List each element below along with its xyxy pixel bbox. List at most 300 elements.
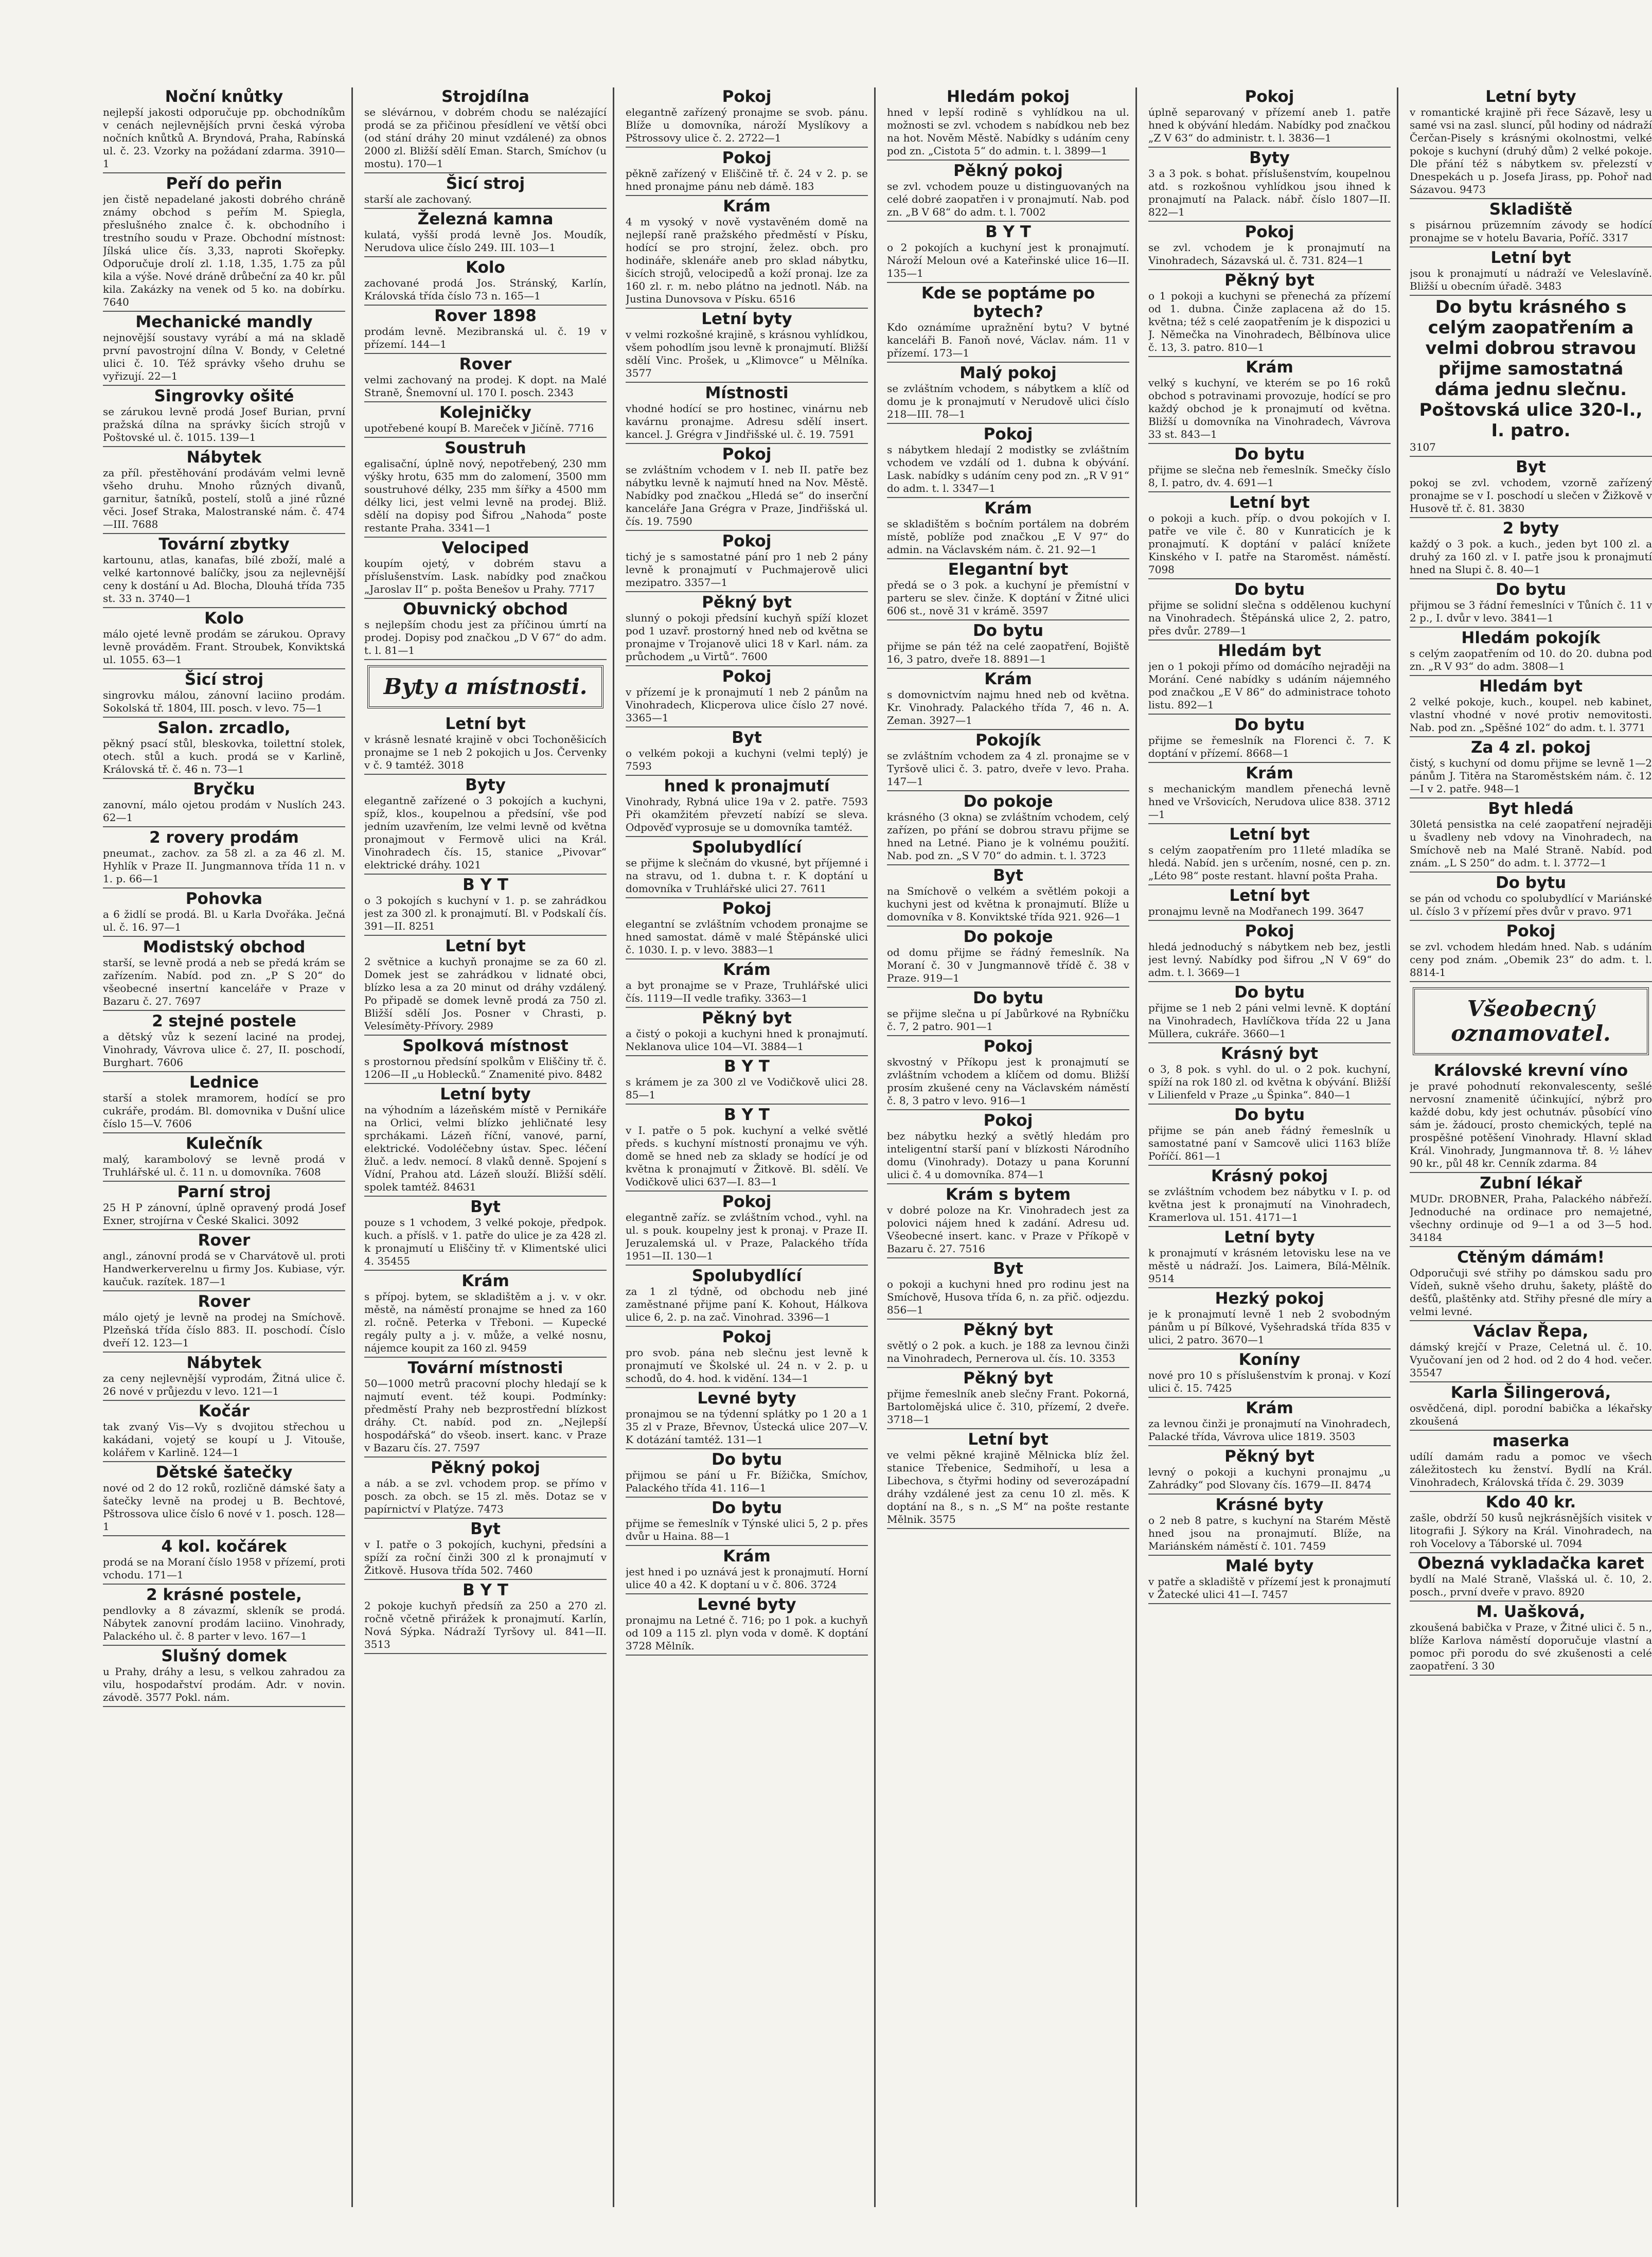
- ad-text: malý, karambolový se levně prodá v Truhlářské ul. č. 11 n. u domovníka. 7608: [103, 1153, 345, 1178]
- ad-heading: Obezná vykladačka karet: [1417, 1554, 1644, 1573]
- ad-heading: Byt: [993, 866, 1023, 885]
- ad-text: dámský krejčí v Praze, Celetná ul. č. 10. Vyučovaní jen od 2 hod. od 2 do 4 hod. večer. 35547: [1410, 1341, 1652, 1379]
- ad-heading: Pěkný byt: [702, 593, 792, 612]
- classified-ad: [103, 828, 345, 888]
- classified-ad: [1410, 458, 1652, 518]
- classified-ad: [364, 1198, 607, 1271]
- ad-heading: Hledám byt: [1479, 677, 1583, 696]
- ad-text: tichý je s samostatné pání pro 1 neb 2 pány levně k pronajmutí v Puchmajerově ulici mezipatro. 3357—1: [626, 550, 868, 589]
- ad-text: o pokoji a kuch. příp. o dvou pokojích v I. patře ve vile č. 80 v Kunraticích je k pronajmutí. K doptání v palácí knížete Kinského v I. patře na Staroměst. náměstí. 7098: [1148, 512, 1391, 576]
- ad-text: se zvl. vchodem je k pronajmutí na Vinohradech, Sázavská ul. č. 731. 824—1: [1148, 241, 1391, 266]
- ad-text: se pán od vchodu co spolubydlící v Mariánské ul. číslo 3 v přízemí přes dvůr v pravo. 971: [1410, 892, 1652, 917]
- classified-ad: [887, 1185, 1129, 1258]
- ad-heading: Krám: [1246, 764, 1293, 783]
- ad-heading: Spolubydlící: [691, 838, 802, 857]
- ad-heading: Nábytek: [186, 1354, 262, 1372]
- classified-ad: [364, 600, 607, 660]
- ad-heading: Letní byt: [1229, 886, 1310, 905]
- ad-text: prodá se na Moraní číslo 1958 v přízemí, proti vchodu. 171—1: [103, 1556, 345, 1581]
- ad-text: o 3 pokojích s kuchyní v 1. p. se zahrádkou jest za 300 zl. k pronajmutí. Bl. v Podskalí čís. 391—II. 8251: [364, 894, 607, 932]
- ad-heading: Singrovky ošité: [154, 387, 294, 405]
- ad-heading: 2 byty: [1502, 519, 1559, 538]
- ad-text: o 2 neb 8 patre, s kuchyní na Starém Městě hned jsou na pronajmutí. Blíže, na Mariánském náměstí č. 101. 7459: [1148, 1514, 1391, 1552]
- classified-ad: [103, 1292, 345, 1353]
- ad-heading: Soustruh: [445, 439, 526, 457]
- classified-ad: [1148, 1289, 1391, 1349]
- classified-ad: [1410, 738, 1652, 798]
- classified-ad: [1410, 580, 1652, 628]
- classified-ad: [626, 777, 868, 837]
- ad-heading: Do bytu: [972, 621, 1044, 640]
- classified-ad: [626, 384, 868, 444]
- ad-heading: Do bytu: [972, 989, 1044, 1007]
- classified-ad: [887, 1037, 1129, 1110]
- classified-ad: [103, 1012, 345, 1072]
- ad-heading: Koníny: [1238, 1350, 1301, 1369]
- ad-heading: Do bytu: [711, 1499, 783, 1517]
- classified-ad: [626, 149, 868, 196]
- classified-ad: [103, 87, 345, 173]
- ad-text: pronajmu na Letné č. 716; po 1 pok. a kuchyň od 109 a 115 zl. plyn voda v domě. K doptání 3728 Mělník.: [626, 1614, 868, 1652]
- ad-heading: Pokoj: [722, 149, 772, 167]
- ad-text: se přijme slečna u pí Jabůrkové na Rybníčku č. 7, 2 patro. 901—1: [887, 1007, 1129, 1033]
- classified-ad: [364, 1037, 607, 1084]
- ad-text: s domovnictvím najmu hned neb od května. Kr. Vinohrady. Palackého třída 7, 46 n. A. Zeman. 3927—1: [887, 688, 1129, 726]
- ad-heading: Pěkný byt: [1224, 271, 1315, 290]
- ad-heading: Mechanické mandly: [135, 313, 313, 331]
- classified-ad: [626, 1595, 868, 1656]
- ad-text: 4 m vysoký v nově vystavěném domě na nejlepší raně pražského předměstí v Písku, hodící se pro strojní, želez. obch. pro hodináře, sklenáře aneb pro sklad nábytku, šicích strojů, velocipedů a koží pronaj. lze za 160 zl. r. m. nebo plátno na jednotl. Náb. na Justina Dunovsova v Písku. 6516: [626, 216, 868, 305]
- ad-text: pěkně zařízený v Eliščině tř. č. 24 v 2. p. se hned pronajme pánu neb dámě. 183: [626, 167, 868, 192]
- ad-text: bydlí na Malé Straně, Vlašská ul. č. 10, 2. posch., první dveře v pravo. 8920: [1410, 1573, 1652, 1598]
- ad-text: se zvláštním vchodem za 4 zl. pronajme se v Tyršově ulici č. 3. patro, dveře v levo. Praha. 147—1: [887, 750, 1129, 788]
- classified-ad: [887, 792, 1129, 865]
- ad-text: přijmou se 3 řádní řemeslníci v Tůních č. 11 v 2 p., I. dvůr v levo. 3841—1: [1410, 599, 1652, 624]
- column-4: [887, 87, 1137, 2207]
- classified-ad: [1410, 1174, 1652, 1247]
- ad-heading: Pěkný pokoj: [431, 1459, 540, 1477]
- classified-ad: [626, 961, 868, 1008]
- classified-ad: [1148, 87, 1391, 148]
- column-6: [1410, 87, 1652, 2207]
- ad-text: a dětský vůz k sezení laciné na prodej, Vinohrady, Vávrova ulice č. 27, II. poschodí, Burghart. 7606: [103, 1030, 345, 1069]
- classified-ad: [1410, 1061, 1652, 1173]
- ad-text: 2 pokoje kuchyň předsíň za 250 a 270 zl. ročně včetně přirážek k pronajmutí. Karlín, Nová Sýpka. Nádraží Tyršovy ul. 841—II. 3513: [364, 1600, 607, 1650]
- classified-ad: [1148, 1447, 1391, 1495]
- classified-ad: [1148, 1399, 1391, 1446]
- ad-text: na Smíchově o velkém a světlém pokoji a kuchyni jest od května k pronajmutí. Blíže u domovníka v 8. Konviktské třída 921. 926—1: [887, 885, 1129, 923]
- ad-heading: Do pokoje: [963, 792, 1053, 811]
- ad-text: skvostný v Příkopu jest k pronajmutí se zvláštním vchodem a klíčem od domu. Bližší prosím zkušené ceny na Václavském náměstí č. 8, 3 patro v levo. 916—1: [887, 1056, 1129, 1107]
- ad-heading: B Y T: [985, 223, 1031, 241]
- classified-ad: [887, 989, 1129, 1036]
- ad-heading: Krásné byty: [1215, 1496, 1324, 1514]
- ad-text: jen čistě nepadelané jakosti dobrého chráně známy obchod s peřím M. Spiegla, přeslušného znalce č. k. obchodního i trestního soudu v Praze. Obchodní místnost: Jílská ulice čís. 3,33, naproti Skořepky. Odporučuje drolí zl. 1.18, 1.35, 1.75 za půl kila a výše. Nové dráně drůbeční za 40 kr. půl kila. Zakázky na venek od 5 ko. na dobírku. 7640: [103, 193, 345, 308]
- ad-heading: 2 stejné postele: [152, 1012, 296, 1030]
- ad-heading: Byt: [470, 1520, 501, 1538]
- ad-heading: Levné byty: [697, 1595, 796, 1614]
- classified-ad: [626, 197, 868, 309]
- classified-ad: [103, 313, 345, 386]
- classified-ad: [1410, 629, 1652, 676]
- ad-text: se zvl. vchodem hledám hned. Nab. s udáním ceny pod znám. „Obemik 23“ do adm. t. l. 8814-1: [1410, 940, 1652, 979]
- ad-heading: Do bytu: [1495, 874, 1567, 892]
- ad-text: Kdo oznámíme upražnění bytu? V bytné kanceláři B. Fanoň nové, Václav. nám. 11 v přízemí. 173—1: [887, 321, 1129, 359]
- ad-heading: Pokoj: [722, 445, 772, 464]
- classified-ad: [626, 1450, 868, 1498]
- classified-ad: [1148, 825, 1391, 885]
- classified-ad: [887, 621, 1129, 669]
- classified-ad: [1410, 1248, 1652, 1321]
- ad-heading: B Y T: [463, 876, 508, 894]
- classified-ad: [364, 258, 607, 306]
- ad-text: levný o pokoji a kuchyni pronajmu „u Zahrádky“ pod Slovany čís. 1679—II. 8474: [1148, 1466, 1391, 1491]
- ad-text: krásného (3 okna) se zvláštním vchodem, celý zařízen, po přání se dobrou stravu přijme se hned na Letné. Piano je k volnému použití. Nab. pod zn. „S V 70“ do admin. t. l. 3723: [887, 811, 1129, 862]
- ad-text: 3 a 3 pok. s bohat. příslušenstvím, koupelnou atd. s rozkošnou vyhlídkou jsou ihned k pronajmutí na Palack. nábř. číslo 1807—II. 822—1: [1148, 167, 1391, 218]
- classified-ad: [887, 928, 1129, 988]
- ad-heading: Nábytek: [186, 448, 262, 467]
- classified-ad: [626, 1267, 868, 1327]
- ad-text: velký s kuchyní, ve kterém se po 16 roků obchod s potravinami provozuje, hodící se pro každý obchod je k pronajmutí od května. Bližší u domovníka na Vinohradech, Vávrova 33 st. 843—1: [1148, 377, 1391, 440]
- ad-text: nejlepší jakosti odporučuje pp. obchodníkům v cenách nejlevnějších prvni česká výroba nočních knůtků A. Bryndová, Praha, Rabínská ul. č. 23. Vzorky na požádaní zdarma. 3910—1: [103, 106, 345, 170]
- classified-ad: [887, 560, 1129, 620]
- classified-ad: [1148, 271, 1391, 357]
- ad-text: zašle, obdrží 50 kusů nejkrásnějších visitek v litografii J. Sýkory na Král. Vinohradech, na roh Vocelovy a Táborské ul. 7094: [1410, 1512, 1652, 1550]
- ad-text: 25 H P zánovní, úplně opravený prodá Josef Exner, strojírna v České Skalici. 3092: [103, 1201, 345, 1227]
- ad-heading: Hledám pokojík: [1461, 629, 1601, 647]
- ad-text: upotřebené koupí B. Mareček v Jičíně. 7716: [364, 422, 594, 434]
- ad-heading: Pokoj: [983, 425, 1033, 443]
- ad-heading: Kde se poptáme po bytech?: [921, 284, 1095, 321]
- ad-heading: Levné byty: [697, 1389, 796, 1408]
- classified-ad: [103, 387, 345, 447]
- ad-heading: Letní byt: [1229, 825, 1310, 844]
- ad-heading: Do bytu: [1234, 1106, 1305, 1124]
- ad-text: starší a stolek mramorem, hodící se pro cukráře, prodám. Bl. domovnika v Dušní ulice číslo 15—V. 7606: [103, 1092, 345, 1130]
- ad-text: o 2 pokojích a kuchyní jest k pronajmutí. Nároží Meloun ové a Kateřinské ulice 16—II. 135—1: [887, 241, 1129, 279]
- ad-text: nejnovější soustavy vyrábí a má na skladě první pavostrojní dílna V. Bondy, v Celetné ulici č. 10. Též správky všeho druhu se vyřizují. 22—1: [103, 331, 345, 382]
- classified-ad: [626, 728, 868, 776]
- ad-heading: Kulečník: [186, 1134, 262, 1153]
- ad-heading: Pokoj: [983, 1111, 1033, 1130]
- ad-heading: Obuvnický obchod: [403, 600, 568, 618]
- ad-heading: maserka: [1492, 1432, 1570, 1450]
- classified-ad: [103, 1463, 345, 1536]
- classified-ad: [1410, 1432, 1652, 1492]
- ad-heading: Pohovka: [185, 890, 263, 908]
- ad-heading: Salon. zrcadlo,: [157, 719, 291, 737]
- classified-ad: [626, 1328, 868, 1388]
- ad-heading: Pokoj: [1245, 922, 1294, 940]
- ad-text: pěkný psací stůl, bleskovka, toilettní stolek, otech. stůl a kuch. prodá se v Karlině, Královská tř. č. 46 n. 73—1: [103, 737, 345, 775]
- classified-ad: [626, 87, 868, 148]
- ad-text: MUDr. DROBNER, Praha, Palackého nábřeží. Jednoduché na ordinace pro nemajetné, všechny ordinuje od 9—1 a od 3—5 hod. 34184: [1410, 1193, 1652, 1243]
- classified-ad: [1148, 1228, 1391, 1288]
- ad-text: osvědčená, dipl. porodní babička a lékařsky zkoušená: [1410, 1402, 1652, 1427]
- ad-heading: Letní byty: [1485, 87, 1576, 106]
- ad-text: s celým zaopatřením od 10. do 20. dubna pod zn. „R V 93“ do adm. 3808—1: [1410, 647, 1652, 672]
- classified-ad: [1148, 493, 1391, 579]
- ad-heading: Byt: [1516, 458, 1546, 476]
- classified-ad: [1148, 922, 1391, 982]
- ad-heading: Pokoj: [722, 87, 772, 106]
- ad-text: se zárukou levně prodá Josef Burian, první pražská dílna na správky šicích strojů v Poštovské ul. č. 1015. 139—1: [103, 405, 345, 443]
- classified-ad: [887, 866, 1129, 927]
- classified-ad: [1148, 580, 1391, 641]
- ad-heading: Pokoj: [722, 899, 772, 918]
- ad-text: elegantní se zvláštním vchodem pronajme se hned samostat. dámě v malé Štěpánské ulici č. 1030. I. p. v levo. 3883—1: [626, 918, 868, 956]
- ad-heading: Byt: [993, 1259, 1023, 1278]
- classified-ad: [1410, 1554, 1652, 1602]
- ad-text: přijme se 1 neb 2 páni velmi levně. K doptání na Vinohradech, Havlíčkova třída 22 u Jana Müllera, cukráře. 3660—1: [1148, 1002, 1391, 1040]
- ad-text: přijme se solidní slečna s oddělenou kuchyní na Vinohradech. Štěpánská ulice 2, 2. patro, přes dvůr. 2789—1: [1148, 599, 1391, 637]
- ad-heading: Krásný byt: [1221, 1044, 1318, 1063]
- ad-text: udílí damám radu a pomoc ve všech záležitostech ku ženství. Bydlí na Král. Vinohradech, Královská třída č. 29. 3039: [1410, 1450, 1652, 1488]
- ad-heading: Pokoj: [722, 667, 772, 686]
- classified-ad: [1410, 519, 1652, 579]
- classified-ad: [364, 539, 607, 599]
- ad-heading: Za 4 zl. pokoj: [1471, 738, 1591, 757]
- ad-text: ve velmi pěkné krajině Mělnicka blíz žel. stanice Třebenice, Sedmihoří, u lesa a Libechova, s čtyřmi hodiny od severozápadní dráhy vzdálené jest za cenu 10 zl. měs. K doptání na 8., s n. „S M“ na pošte restante Mělnik. 3575: [887, 1449, 1129, 1525]
- ad-text: s nábytkem hledají 2 modistky se zvláštním vchodem ve vzdálí od 1. dubna k obývání. Lask. nabídky s udáním ceny pod zn. „R V 91“ do adm. t. l. 3347—1: [887, 443, 1129, 494]
- ad-heading: Do bytu: [1234, 716, 1305, 734]
- classified-ad: [887, 1321, 1129, 1368]
- classified-ad: [364, 355, 607, 402]
- ad-text: elegantně zařízené o 3 pokojích a kuchyni, spíž, klos., koupelnou a předsíní, vše pod jedním uzavřením, lze velmi levně od května pronajmout v Fermově ulici na Král. Vinohradech čís. 15, stanice „Pivovar“ elektrické dráhy. 1021: [364, 794, 607, 871]
- ad-text: pendlovky a 8 závazmí, skleník se prodá. Nábytek zanovní prodám laciino. Vinohrady, Palackého ul. č. 8 parter v levo. 167—1: [103, 1604, 345, 1642]
- ad-heading: Pokojík: [975, 731, 1041, 750]
- classified-ad: [1148, 764, 1391, 824]
- ad-heading: Kolejničky: [439, 403, 531, 422]
- ad-heading: Kdo 40 kr.: [1485, 1493, 1576, 1512]
- classified-ad: [626, 445, 868, 531]
- ad-text: v krásně lesnaté krajině v obci Tochoněšicích pronajme se 1 neb 2 pokojich u Jos. Červenky v č. 9 tamtéž. 3018: [364, 733, 607, 771]
- classified-ad: [103, 719, 345, 779]
- ad-text: starší, se levně prodá a neb se předá krám se zařízením. Nabíd. pod zn. „P S 20“ do všeobecné insertní kanceláře v Praze v Bazaru č. 27. 7697: [103, 956, 345, 1007]
- ad-heading: Železná kamna: [417, 210, 554, 228]
- classified-ad: [103, 670, 345, 718]
- classified-ad: [1410, 200, 1652, 247]
- classified-ad: [626, 1193, 868, 1266]
- ad-heading: Václav Řepa,: [1473, 1322, 1589, 1341]
- classified-ad: [626, 1106, 868, 1192]
- classified-ad: [887, 499, 1129, 559]
- ad-heading: Byt hledá: [1488, 799, 1574, 818]
- ad-heading: 2 rovery prodám: [149, 828, 299, 847]
- ad-heading: Pěkný byt: [1224, 1447, 1315, 1466]
- ad-text: přijme se slečna neb řemeslník. Smečky číslo 8, I. patro, dv. 4. 691—1: [1148, 464, 1391, 489]
- ad-heading: Letní byty: [701, 310, 792, 328]
- classified-ad: [103, 535, 345, 608]
- ad-text: a náb. a se zvl. vchodem prop. se přímo v posch. za obch. se 15 zl. měs. Dotaz se v papírnictví v Platýze. 7473: [364, 1477, 607, 1515]
- classified-ad: [1148, 1167, 1391, 1227]
- classified-ad: [1148, 1106, 1391, 1166]
- classified-ad: [626, 1009, 868, 1056]
- classified-ad: [103, 1586, 345, 1646]
- ad-heading: Pěkný byt: [963, 1321, 1053, 1339]
- ad-heading: Královské krevní víno: [1433, 1061, 1628, 1080]
- classified-ad: [364, 876, 607, 936]
- classified-ad: [364, 937, 607, 1036]
- ad-text: hledá jednoduchý s nábytkem neb bez, jestli jest levný. Nabídky pod šifrou „N V 69“ do adm. t. l. 3669—1: [1148, 940, 1391, 979]
- ad-text: velmi zachovaný na prodej. K dopt. na Malé Straně, Šnemovní ul. 170 I. posch. 2343: [364, 374, 607, 399]
- ad-text: se zvláštním vchodem bez nábytku v I. p. od května jest k pronajmutí na Vinohradech, Kramerlova ul. 151. 4171—1: [1148, 1185, 1391, 1223]
- ad-text: elegantně zařízený pronajme se svob. pánu. Blíže u domovníka, nároží Myslíkovy a Pštrossovy ulice č. 2. 2722—1: [626, 106, 868, 144]
- ad-heading: Do bytu: [711, 1450, 783, 1469]
- column-3: [626, 87, 876, 2207]
- ad-text: zachované prodá Jos. Stránský, Karlín, Královská třída číslo 73 n. 165—1: [364, 277, 607, 302]
- ad-text: a byt pronajme se v Praze, Truhlářské ulici čís. 1119—II vedle trafiky. 3363—1: [626, 979, 868, 1004]
- ad-text: se zvl. vchodem pouze u distinguovaných na celé dobré zaopatřen i v pronajmutí. Nab. pod zn. „B V 68“ do adm. t. l. 7002: [887, 180, 1129, 218]
- ad-heading: Letní byt: [1490, 248, 1571, 267]
- classified-ad: [103, 174, 345, 312]
- classified-ad: [1148, 886, 1391, 921]
- classified-ad: [887, 670, 1129, 730]
- ad-text: o 1 pokoji a kuchyni se přenechá za přízemí od 1. dubna. Činže zaplacena až do 15. května; též s celé zaopatřením je k dispozici u J. Němečka na Vinohradech, Bělbínova ulice č. 13, 3. patro. 810—1: [1148, 290, 1391, 353]
- ad-heading: Krám: [461, 1272, 509, 1290]
- ad-text: 2 světnice a kuchyň pronajme se za 60 zl. Domek jest se zahrádkou v lidnaté obci, blízko lesa a za 20 minut od dráhy vzdálený. Po připadě se domek levně prodá za 750 zl. Bližší sdělí Jos. Posner v Chrasti, p. Velesíměty-Přívory. 2989: [364, 955, 607, 1032]
- classified-ad: [1148, 1496, 1391, 1556]
- ad-text: v velmi rozkošné krajině, s krásnou vyhlídkou, všem pohodlím jsou levně k pronajmutí. Bližší sdělí Vinc. Prošek, u „Klimovce“ u Mělníka. 3577: [626, 328, 868, 379]
- classified-ad: [103, 1134, 345, 1182]
- ad-text: přijme se pán aneb řádný řemeslník u samostatné paní v Samcově ulici 1163 blíže Poříčí. 861—1: [1148, 1124, 1391, 1162]
- ad-text: prodám levně. Mezibranská ul. č. 19 v přízemí. 144—1: [364, 325, 607, 350]
- classified-ad: [626, 1547, 868, 1594]
- ad-text: o velkém pokoji a kuchyni (velmi teplý) je 7593: [626, 747, 868, 772]
- ad-text: pronajmu levně na Modřanech 199. 3647: [1148, 905, 1364, 917]
- classified-ad: [1410, 1603, 1652, 1676]
- classified-ad: [887, 425, 1129, 498]
- ad-heading: M. Uašková,: [1476, 1603, 1586, 1621]
- ad-heading: Místnosti: [705, 384, 789, 402]
- classified-ad: [1410, 248, 1652, 296]
- ad-text: přijme řemeslník aneb slečny Frant. Pokorná, Bartolomějská ulice č. 310, přízemí, 2 dveře. 3718—1: [887, 1388, 1129, 1426]
- classified-ad: [1148, 223, 1391, 270]
- ad-heading: Rover: [198, 1231, 251, 1250]
- classified-ad: [1148, 983, 1391, 1043]
- ad-heading: Dětské šatečky: [155, 1463, 293, 1482]
- ad-text: hned v lepší rodině s vyhlídkou na ul. možnosti se zvl. vchodem s nabídkou neb bez na hot. Nověm Městě. Nabídky s udáním ceny pod zn. „Cistota 5“ do admin. t. l. 3899—1: [887, 106, 1129, 157]
- ad-text: světlý o 2 pok. a kuch. je 188 za levnou činži na Vinohradech, Pernerova ul. čís. 10. 3353: [887, 1339, 1129, 1364]
- ad-heading: Pokoj: [983, 1037, 1033, 1056]
- ad-text: v I. patře o 3 pokojích, kuchyni, předsíni a spíží za roční činži 300 zl k pronajmutí v Žitkově. Husova třída 502. 7460: [364, 1538, 607, 1576]
- classified-ad: [626, 1057, 868, 1105]
- ad-text: a 6 židlí se prodá. Bl. u Karla Dvořáka. Ječná ul. č. 16. 97—1: [103, 908, 345, 933]
- ad-heading: Krám: [984, 670, 1032, 688]
- classified-ad: [887, 364, 1129, 424]
- ad-heading: Velociped: [441, 539, 529, 557]
- classified-ad: [103, 890, 345, 937]
- ad-text: zanovní, málo ojetou prodám v Nuslích 243. 62—1: [103, 798, 345, 824]
- ad-heading: Spolková místnost: [402, 1037, 569, 1055]
- ad-text: přijme se řemeslník na Florenci č. 7. K doptání v přízemí. 8668—1: [1148, 734, 1391, 759]
- ad-text: za 1 zl týdně, od obchodu neb jiné zaměstnané přijme paní K. Kohout, Hálkova ulice 6, 2. p. na zač. Vinohrad. 3396—1: [626, 1285, 868, 1323]
- classified-ad: [1148, 1350, 1391, 1398]
- ad-text: málo ojeté levně prodám se zárukou. Opravy levně prováděm. Frant. Stroubek, Konviktská ul. 1055. 63—1: [103, 628, 345, 666]
- classified-ad: [1148, 1557, 1391, 1604]
- ad-text: slunný o pokoji předsíní kuchyň spíží klozet pod 1 uzavř. prostorný hned neb od května se pronajme v Trojanově ulici 18 v Karl. nám. za průchodem „u Virtů“. 7600: [626, 612, 868, 663]
- classified-ad: [1410, 1383, 1652, 1431]
- ad-text: se zvláštním vchodem v I. neb II. patře bez nábytku levně k najmutí hned na Nov. Městě. Nabídky pod značkou „Hledá se“ do inserční kanceláře Jana Grégra v Praze, Jindřišská ul. čís. 19. 7590: [626, 464, 868, 527]
- ad-text: pokoj se zvl. vchodem, vzorně zařízený pronajme se v I. poschodí u slečen v Žižkově v Husově tř. č. 81. 3830: [1410, 476, 1652, 514]
- ad-heading: hned k pronajmutí: [664, 777, 830, 795]
- ad-heading: Byty: [1249, 149, 1290, 167]
- ad-heading: Do bytu krásného s celým zaopatřením a velmi dobrou stravou přijme samostatná dáma jednu slečnu. Poštovská ulice 320-I., I. patro.: [1419, 297, 1643, 441]
- column-5: [1148, 87, 1398, 2207]
- ad-heading: Krám s bytem: [945, 1185, 1071, 1204]
- ad-text: je k pronajmutí levně 1 neb 2 svobodným pánům u pí Bílkové, Vyšehradská třída 835 v ulici, 2 patro. 3670—1: [1148, 1308, 1391, 1346]
- ad-text: egalisační, úplně nový, nepotřebený, 230 mm výšky hrotu, 635 mm do zalomení, 3500 mm soustruhové délky, 235 mm šířky a 4500 mm délky lici, jest velmi levně na prodej. Bliž. sdělí na dopisy pod Šifrou „Nahoda“ poste restante Praha. 3341—1: [364, 457, 607, 534]
- classified-ad: [1148, 1044, 1391, 1105]
- ad-text: v patře a skladiště v přízemí jest k pronajmutí v Žatecké ulici 41—I. 7457: [1148, 1575, 1391, 1601]
- ad-text: úplně separovaný v přízemí aneb 1. patře hned k obývání hledám. Nabídky pod značkou „Z V 63“ do administr. t. l. 3836—1: [1148, 106, 1391, 144]
- classified-ad: [103, 609, 345, 669]
- classified-ad: [1148, 642, 1391, 715]
- ad-text: nové pro 10 s příslušenstvím k pronaj. v Kozí ulici č. 15. 7425: [1148, 1369, 1391, 1394]
- classified-ad: [1410, 677, 1652, 737]
- ad-heading: Hledám byt: [1217, 642, 1321, 660]
- classified-ad: [626, 532, 868, 592]
- ad-heading: Strojdílna: [441, 87, 529, 106]
- ad-text: Vinohrady, Rybná ulice 19a v 2. patře. 7593 Při okamžitém převzetí nabízí se sleva. Odpověď vyprosuje se u domovníka tamtéž.: [626, 795, 868, 833]
- ad-heading: Krám: [1246, 358, 1293, 377]
- classified-ad: [1410, 874, 1652, 921]
- classified-ad: [1410, 1322, 1652, 1382]
- classified-ad: [887, 1111, 1129, 1184]
- ad-heading: Do bytu: [1495, 580, 1567, 599]
- ad-text: o 3, 8 pok. s vyhl. do ul. o 2 pok. kuchyní, spíží na rok 180 zl. od května k obývání. Bližší v Lilienfeld v Praze „u Špinka“. 840—1: [1148, 1063, 1391, 1101]
- ad-heading: Do bytu: [1234, 580, 1305, 599]
- ad-text: za ceny nejlevnější vyprodám, Žitná ulice č. 26 nové v průjezdu v levo. 121—1: [103, 1372, 345, 1397]
- ad-heading: Do bytu: [1234, 983, 1305, 1002]
- ad-text: zkoušená babička v Praze, v Žitné ulici č. 5 n., blíže Karlova náměstí doporučuje vlastní a pomoc při porodu do své zkušenosti a celé zaopatření. 3 30: [1410, 1621, 1652, 1672]
- ad-text: přijme se pán též na celé zaopatření, Bojiště 16, 3 patro, dveře 18. 8891—1: [887, 640, 1129, 665]
- ad-text: s přípoj. bytem, se skladištěm a j. v. v okr. městě, na náměstí pronajme se hned za 160 zl. ročně. Peterka v Třeboni. — Kupecké regály pulty a j. v. může, a velké nosnu, nájemce koupit za 160 zl. 9459: [364, 1290, 607, 1354]
- ad-heading: 4 kol. kočárek: [161, 1537, 287, 1556]
- classified-ad: [103, 938, 345, 1011]
- ad-heading: Letní byt: [445, 937, 526, 955]
- ad-heading: Malé byty: [1225, 1557, 1314, 1575]
- classified-ad: [103, 1231, 345, 1291]
- ad-heading: Do pokoje: [963, 928, 1053, 946]
- ad-heading: Pěkný pokoj: [953, 162, 1063, 180]
- ad-heading: Karla Šilingerová,: [1450, 1383, 1611, 1402]
- classified-ad: [626, 593, 868, 666]
- classified-ad: [626, 838, 868, 898]
- ad-heading: Zubní lékař: [1480, 1174, 1582, 1193]
- classified-ad: [364, 1581, 607, 1654]
- classified-ad: [1148, 716, 1391, 763]
- ad-text: v I. patře o 5 pok. kuchyní a velké světlé předs. s kuchyní místností pronajmu ve výh. domě se hned neb za sklady se hodící je od května k pronajmutí v Žitkově. Bl. sdělí. Ve Vodičkově ulici 637—I. 83—1: [626, 1124, 868, 1188]
- column-2: [364, 87, 614, 2207]
- ad-text: je pravé pohodnutí rekonvalescenty, sešlé nervosní znamenitě účinkující, nýbrž pro každé dobu, kdy jest ochutnáv. působící víno sám je. žádoucí, prosto chemických, teplé na prospěšné potěšení Vinohrady. Hlavní sklad Král. Vinohrady, Jungmannova tř. 8. ½ láhev 90 kr., půl 48 kr. Cenník zdarma. 84: [1410, 1080, 1652, 1169]
- ad-text: a čistý o pokoji a kuchyni hned k pronajmutí. Neklanova ulice 104—VI. 3884—1: [626, 1027, 868, 1053]
- classified-ad: [364, 776, 607, 875]
- ad-text: starší ale zachovaný.: [364, 193, 472, 205]
- ad-text: o pokoji a kuchyni hned pro rodinu jest na Smíchově, Husova třída 6, n. za přič. odjezdu. 856—1: [887, 1278, 1129, 1316]
- ad-heading: Pěkný byt: [702, 1009, 792, 1027]
- ad-text: čistý, s kuchyní od domu přijme se levně 1—2 pánům J. Titěra na Staroměstském nám. č. 12—I v 2. patře. 948—1: [1410, 757, 1652, 795]
- ad-heading: 2 krásné postele,: [146, 1586, 302, 1604]
- ad-heading: Do bytu: [1234, 445, 1305, 464]
- ad-heading: Bryčku: [193, 780, 255, 798]
- classified-ad: [364, 174, 607, 209]
- ad-text: se slévárnou, v dobrém chodu se nalézající prodá se za přičinou přesídlení ve větší obci (od stání dráhy 20 minut vzdálené) za obnos 2000 zl. Bližší sdělí Eman. Starch, Smíchov (u mostu). 170—1: [364, 106, 607, 170]
- ad-text: jen o 1 pokoji přímo od domácího nejraději na Morání. Cené nabídky s udáním nájemného pod značkou „E V 86“ do administrace tohoto listu. 892—1: [1148, 660, 1391, 711]
- ad-text: nové od 2 do 12 roků, rozličně dámské šaty a šatečky levně na prodej u B. Bechtové, Pštrossova ulice číslo 6 nové v 1. posch. 128—1: [103, 1482, 345, 1533]
- ad-text: jsou k pronajmutí u nádraží ve Veleslavíně. Bližší u obecním úřadě. 3483: [1410, 267, 1652, 292]
- classified-ad: [103, 780, 345, 827]
